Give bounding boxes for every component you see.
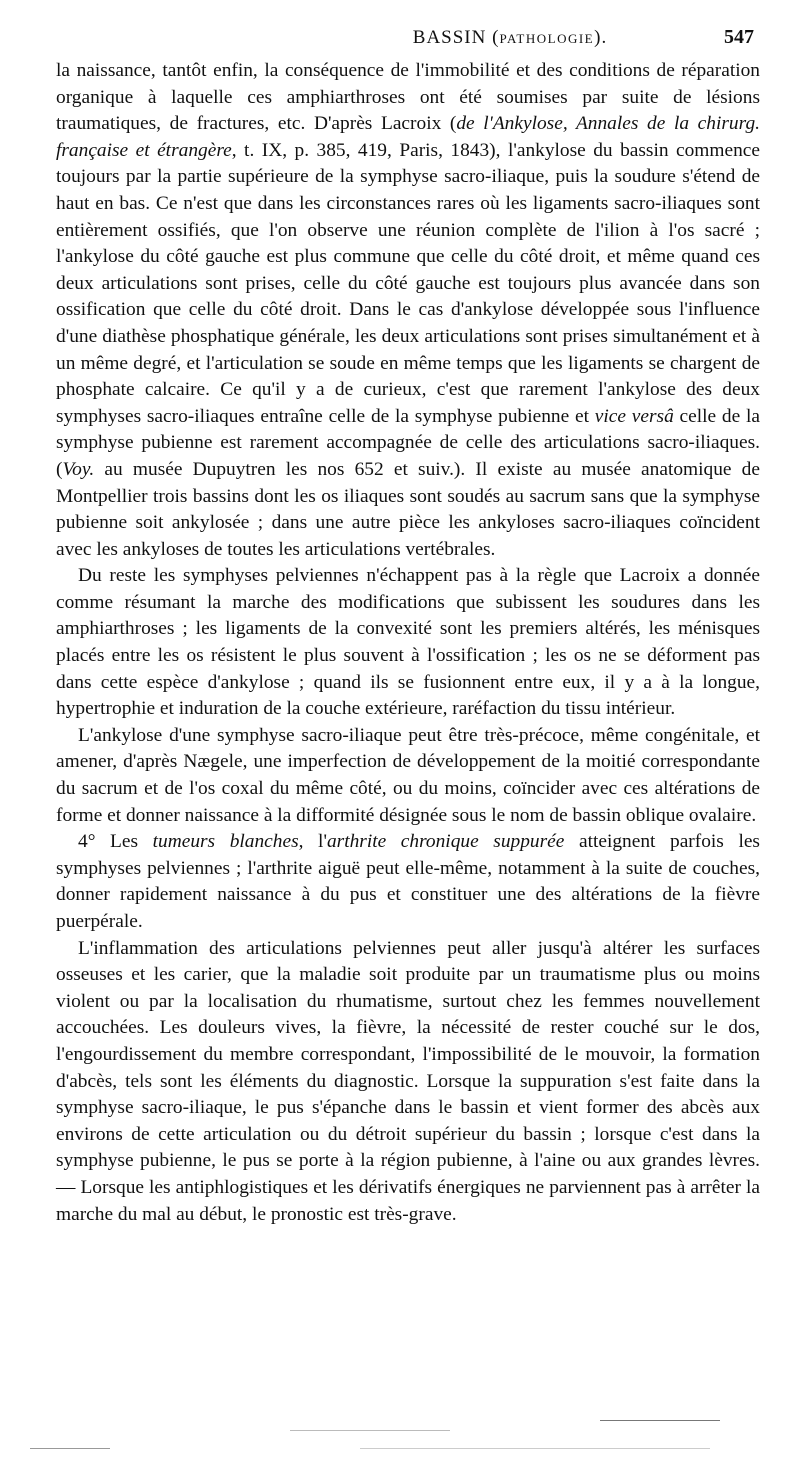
running-title <box>413 27 607 49</box>
paragraph <box>56 563 760 723</box>
running-head <box>56 26 760 52</box>
text-run: atteignent parfois les symphyses pelviennes ; l'arthrite aiguë peut elle-même, notamment à la suite de couches, donner rapidement naissance à du pus et constituer une des altérations de la fièvre puerpérale. <box>56 831 760 932</box>
running-title-main: BASSIN ( <box>412 27 500 48</box>
italic-text: de l'Ankylose, Annales de la chirurg. française et étrangère <box>56 113 760 161</box>
text-run: , l' <box>298 831 327 853</box>
text-run: celle de la symphyse pubienne est rarement accompagnée de celle des articulations sacro-iliaques. ( <box>56 405 761 480</box>
italic-text: arthrite chronique suppurée <box>326 831 565 853</box>
paragraph <box>56 723 760 829</box>
text-run: la naissance, tantôt enfin, la conséquence de l'immobilité et des conditions de réparation organique à laquelle ces amphiarthroses ont été soumises par suite de lésions traumatiques, de fractures, etc. D'après Lacroix ( <box>56 60 760 135</box>
text-run: Du reste les symphyses pelviennes n'échappent pas à la règle que Lacroix a donnée comme résumant la marche des modifications que subissent les soudures dans les amphiarthroses ; les ligaments de la convexité sont les premiers altérés, les ménisques placés entre les os résistent le plus souvent à l'ossification ; les os ne se déforment pas dans cette espèce d'ankylose ; quand ils se fusionnent entre eux, il y a à la longue, hypertrophie et induration de la couche extérieure, raréfaction du tissu intérieur. <box>56 565 760 720</box>
text-run: L'inflammation des articulations pelviennes peut aller jusqu'à altérer les surfaces osseuses et les carier, que la maladie soit produite par un traumatisme plus ou moins violent ou par la localisation du rhumatisme, surtout chez les femmes nouvellement accouchées. Les douleurs vives, la fièvre, la nécessité de rester couché sur le dos, l'engourdissement du membre correspondant, l'impossibilité de le mouvoir, la formation d'abcès, tels sont les éléments du diagnostic. Lorsque la suppuration s'est faite dans la symphyse sacro-iliaque, le pus s'épanche dans le bassin et vient former des abcès aux environs de cette articulation ou du détroit supérieur du bassin ; lorsque c'est dans la symphyse pubienne, le pus se porte à la région pubienne, à l'aine ou aux grandes lèvres. — Lorsque les antiphlogistiques et les dérivatifs énergiques ne parviennent pas à arrêter la marche du mal au début, le pronostic est très-grave. <box>56 937 760 1225</box>
italic-text: vice versâ <box>594 405 674 427</box>
italic-text: Voy. <box>62 458 95 480</box>
page-number: 547 <box>724 26 754 48</box>
running-title-end: ). <box>594 27 608 48</box>
paragraph <box>56 829 760 935</box>
scan-noise <box>30 1418 770 1458</box>
text-run: 4° Les <box>78 831 153 853</box>
running-title-small-caps: PATHOLOGIE <box>499 31 595 46</box>
body-text <box>56 58 760 1228</box>
scan-noise-mark <box>600 1420 720 1421</box>
text-run: , t. IX, p. 385, 419, Paris, 1843), l'ankylose du bassin commence toujours par la partie supérieure de la symphyse sacro-iliaque, puis la soudure s'étend de haut en bas. Ce n'est que dans les circonstances rares où les ligaments sacro-iliaques sont entièrement ossifiés, que l'on observe une réunion complète de l'ilion à l'os sacré ; l'ankylose du côté gauche est plus commune que celle du côté droit, et même quand ces deux articulations sont prises, celle du côté gauche est toujours plus avancée dans son ossification que celle du côté droit. Dans le cas d'ankylose développée sous l'influence d'une diathèse phosphatique générale, les deux articulations sont prises simultanément et à un même degré, et l'articulation se soude en même temps que les ligaments se chargent de phosphate calcaire. Ce qu'il y a de curieux, c'est que rarement l'ankylose des deux symphyses sacro-iliaques entraîne celle de la symphyse pubienne et <box>56 139 760 427</box>
scan-noise-mark <box>290 1430 450 1431</box>
scan-noise-mark <box>30 1448 110 1449</box>
paragraph <box>56 936 760 1229</box>
italic-text: tumeurs blanches <box>152 831 299 853</box>
text-run: L'ankylose d'une symphyse sacro-iliaque peut être très-précoce, même congénitale, et amener, d'après Nægele, une imperfection de développement de la moitié correspondante du sacrum et de l'os coxal du même côté, ou du moins, coïncider avec ces altérations de forme et donner naissance à la difformité désignée sous le nom de bassin oblique ovalaire. <box>56 724 760 826</box>
paragraph <box>56 58 760 563</box>
scan-noise-mark <box>360 1448 710 1449</box>
text-run: au musée Dupuytren les nos 652 et suiv.). Il existe au musée anatomique de Montpellier trois bassins dont les os iliaques sont soudés au sacrum sans que la symphyse pubienne soit ankylosée ; dans une autre pièce les ankyloses sacro-iliaques coïncident avec les ankyloses de toutes les articulations vertébrales. <box>56 458 760 560</box>
